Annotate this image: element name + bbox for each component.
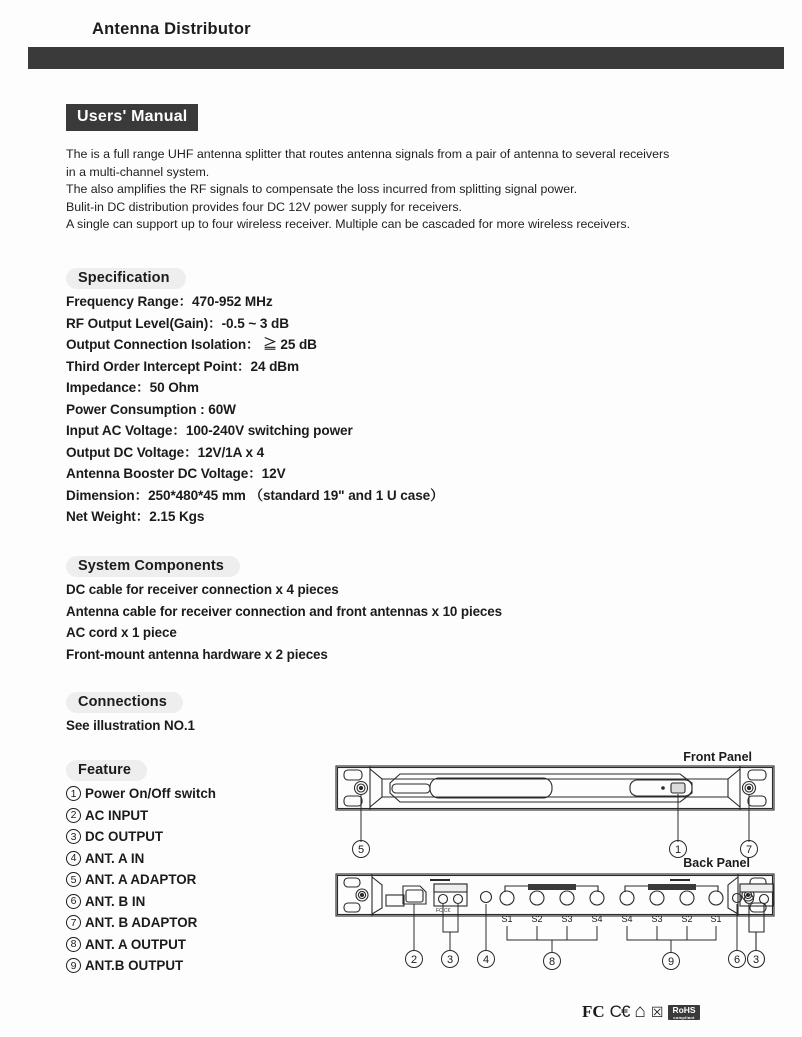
spec-line: Antenna Booster DC Voltage：12V [66,466,286,481]
certification-logos [582,1001,700,1023]
rohs-sublabel: compliant [673,1014,695,1020]
system-components-section [66,556,502,665]
feature-item [66,826,216,848]
back-callout-9: 9 [667,956,675,968]
port-label-s4-right: S4 [621,914,633,924]
front-callout-7: 7 [745,844,753,856]
rohs-label: RoHS [672,1004,696,1015]
feature-item-label: ANT.B OUTPUT [85,958,184,973]
header-rule [28,47,784,69]
port-label-s3-left: S3 [561,914,573,924]
callout-number-icon: 5 [66,872,81,887]
back-panel-illustration [330,852,780,972]
back-callout-8: 8 [548,956,556,968]
fcc-icon: FC [582,1002,605,1021]
connections-line: See illustration NO.1 [66,718,195,733]
feature-item-label: AC INPUT [85,807,149,823]
back-panel-diagram [330,852,780,972]
front-panel-illustration [330,750,780,860]
rohs-icon [668,1005,699,1020]
back-callout-2: 2 [410,954,418,966]
callout-number-icon: 7 [66,915,81,930]
feature-heading: Feature [66,760,147,781]
back-callout-6: 6 [733,954,741,966]
svg-text:FC C€: FC C€ [436,908,451,914]
callout-number-icon: 3 [66,829,81,844]
callout-number-icon: 6 [66,894,81,909]
spec-line: Output Connection Isolation： ≧ 25 dB [66,337,317,352]
feature-item-label: ANT. B ADAPTOR [85,915,198,930]
intro-line: Bulit-in DC distribution provides four DC 12V power supply for receivers. [66,199,462,214]
feature-item [66,805,216,827]
back-callout-3-left: 3 [446,954,454,966]
port-label-s1-right: S1 [710,914,722,924]
feature-item-label: ANT. A OUTPUT [85,936,186,952]
spec-line: Input AC Voltage：100-240V switching power [66,423,353,438]
page-title: Antenna Distributor [92,20,251,38]
intro-paragraph [66,146,776,234]
port-label-s2-left: S2 [531,914,543,924]
feature-item [66,848,216,870]
feature-section [66,760,216,977]
port-label-s1-left: S1 [501,914,513,924]
spec-line: Third Order Intercept Point：24 dBm [66,358,300,374]
back-panel-right-dc-block [720,852,790,972]
front-callout-5: 5 [357,844,365,856]
system-components-heading: System Components [66,556,240,577]
feature-item-label: ANT. A ADAPTOR [85,872,197,887]
component-line: Front-mount antenna hardware x 2 pieces [66,646,328,662]
back-callout-3-right: 3 [752,954,760,966]
house-icon: ⌂ [634,1001,646,1022]
component-line: AC cord x 1 piece [66,625,177,640]
weee-crossed-bin-icon: ☒ [650,1003,664,1020]
callout-number-icon: 9 [66,958,81,973]
feature-item-label: ANT. B IN [85,893,146,909]
connections-section [66,692,195,737]
feature-item [66,934,216,956]
component-line: Antenna cable for receiver connection and front antennas x 10 pieces [66,603,502,619]
intro-line: in a multi-channel system. [66,164,210,179]
front-panel-caption: Front Panel [683,750,752,764]
feature-item [66,783,216,805]
spec-line: Dimension：250*480*45 mm （standard 19" and 1 U case） [66,487,444,503]
back-callout-4: 4 [482,954,490,966]
feature-item-label: DC OUTPUT [85,829,164,844]
component-line: DC cable for receiver connection x 4 pieces [66,582,339,597]
callout-number-icon: 1 [66,786,81,801]
spec-line: Impedance：50 Ohm [66,380,199,395]
intro-line: The is a full range UHF antenna splitter that routes antenna signals from a pair of antenna to several receivers [66,147,670,161]
specification-heading: Specification [66,268,186,289]
port-label-s3-right: S3 [651,914,663,924]
callout-number-icon: 2 [66,808,81,823]
port-label-s4-left: S4 [591,914,603,924]
spec-line: Frequency Range：470-952 MHz [66,294,273,309]
feature-item [66,891,216,913]
front-panel-diagram [330,750,780,860]
spec-line: Output DC Voltage：12V/1A x 4 [66,444,265,460]
front-callout-1: 1 [674,844,682,856]
feature-item-label: ANT. A IN [85,850,145,866]
feature-item-label: Power On/Off switch [85,786,216,801]
users-manual-badge: Users' Manual [66,104,198,131]
ce-icon: C€ [609,1002,630,1021]
callout-number-icon: 8 [66,937,81,952]
connections-heading: Connections [66,692,183,713]
back-panel-caption: Back Panel [683,856,750,870]
intro-line: The also amplifies the RF signals to compensate the loss incurred from splitting signal power. [66,182,578,196]
specification-section [66,268,444,528]
spec-line: RF Output Level(Gain)：-0.5 ~ 3 dB [66,315,289,331]
port-label-s2-right: S2 [681,914,693,924]
feature-item [66,955,216,977]
intro-line: A single can support up to four wireless receiver. Multiple can be cascaded for more wireless receivers. [66,217,631,231]
feature-item [66,912,216,934]
spec-line: Power Consumption : 60W [66,401,236,417]
callout-number-icon: 4 [66,851,81,866]
spec-line: Net Weight：2.15 Kgs [66,509,205,524]
feature-item [66,869,216,891]
